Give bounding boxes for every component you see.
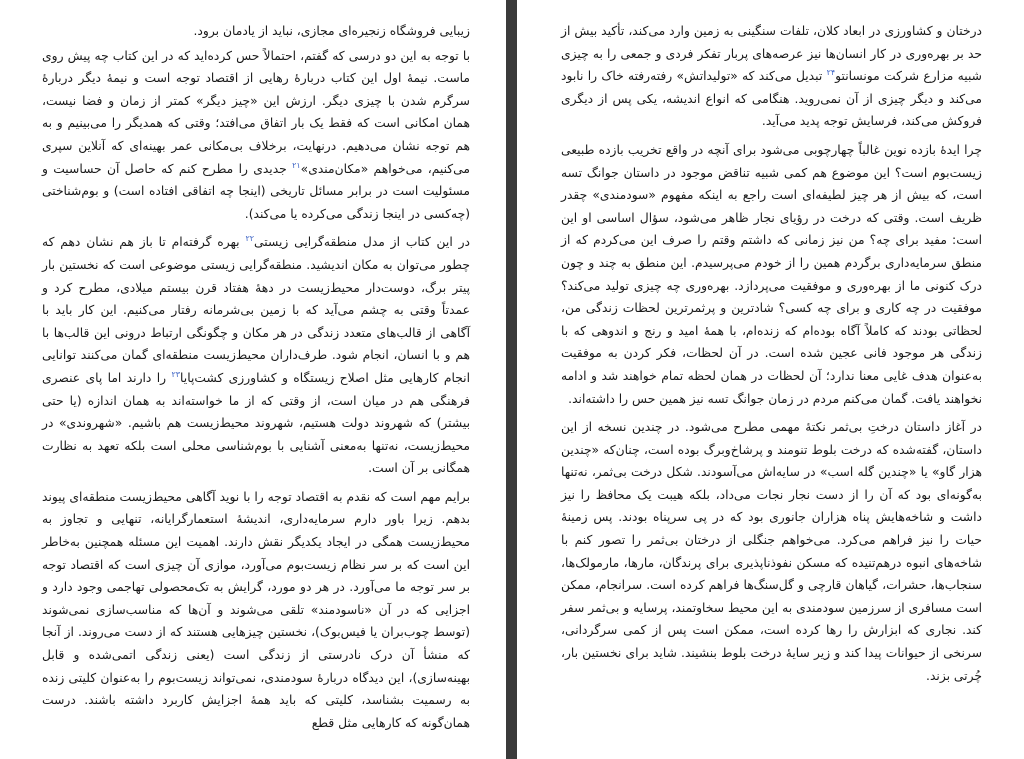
right-paragraph-2: چرا ایدهٔ بازده نوین غالباً چهارچوبی می‌شود برای آنچه در واقع تخریب بازده طبیعی زیست‌بوم است؟ این موضوع هم کمی شبیه تناقض موجود در داستان جوانگ تسه است، که بیش از هر چیز لطیفه‌ای است راجع به اینکه مفهوم «سودمندی» چقدر ظریف است. وقتی که درخت در رؤیای نجار ظاهر می‌شود، سؤال اساسی او این است: مفید برای چه؟ من نیز زمانی که داشتم وقتم را صرف این می‌کردم که از منطق سرمایه‌داری برگردم همین را از خودم می‌پرسیدم. این منطق به چند و چون درک کنونی ما از بهره‌وری و موفقیت می‌پردازد. بهره‌وری چه چیزی تولید می‌کند؟ موفقیت در چه کاری و برای چه کسی؟ شادترین و پرثمرترین لحظات زندگی من، لحظاتی بودند که کاملاً آگاه بوده‌ام که زنده‌ام، با همهٔ امید و رنج و اندوهی که با زندگی هر موجود فانی عجین شده است. در آن لحظات، فکر کردن به موفقیت به‌عنوان هدف غایی معنا ندارد؛ آن لحظات در همان لحظه تمام خواهند شد و ادامه نخواهند یافت. گمان می‌کنم مردم در زمان جوانگ تسه نیز همین حس را داشته‌اند. xyxy=(561,142,982,406)
right-paragraph-3: در آغاز داستان درختِ بی‌ثمر نکتهٔ مهمی مطرح می‌شود. در چندین نسخه از این داستان، گفته‌شده که درخت بلوط تنومند و پرشاخ‌وبرگ بوده است، چنان‌که «چندین هزار گاو» یا «چندین گله اسب» در سایه‌اش می‌آسودند. شکل درخت بی‌ثمر، نه‌تنها به‌گونه‌ای بود که آن را از دست نجار نجات می‌داد، بلکه هیبت یک محافظ را نیز داشت و شاخه‌هایش پناه هزاران جانوری بود که در پی سرپناه بودند. پس زمینهٔ حیات را نیز فراهم می‌کرد. می‌خواهم جنگلی از درختان بی‌ثمر را تصور کنم با شاخه‌های انبوه درهم‌تنیده که مسکن نفوذناپذیری برای پرندگان، مارها، مارمولک‌ها، سنجاب‌ها، حشرات، گیاهان قارچی و گل‌سنگ‌ها فراهم کرده است. سرانجام، ممکن است مسافری از سرزمین سودمندی به این محیط سخاوتمند، پرسایه و بی‌ثمر سفر کند. نجاری که ابزارش را رها کرده است، ممکن است پس از کمی سرگردانی، سرنخی از حیوانات پیدا کند و زیر سایهٔ درخت بلوط بنشیند. شاید برای نخستین بار، چُرتی بزند. xyxy=(561,420,982,683)
right-page xyxy=(517,0,1024,759)
left-paragraph-3: در این کتاب از مدل منطقه‌گرایی زیستی$^{۲۲}$ بهره گرفته‌ام تا باز هم نشان دهم که چطور می‌توان به مکان اندیشید. منطقه‌گرایی زیستی موضوعی است که نخستین بار پیتر برگ، دوست‌دار محیط‌زیست در دههٔ هفتاد قرن بیستم میلادی، مطرح کرد و عمدتاً وقتی به چشم می‌آید که با زمین بی‌شرمانه رفتار می‌کنیم. این کار باید با آگاهی از قالب‌های متعدد زندگی در هر مکان و چگونگی ارتباط درونی این قالب‌ها با هم و با انسان، انجام شود. طرف‌داران محیط‌زیست منطقه‌ای گمان می‌کنند توانایی انجام کارهایی مثل اصلاح زیستگاه و کشاورزی کشت‌پایا$^{۲۳}$ را دارند اما پای عنصری فرهنگی هم در میان است، از وقتی که از ما خواسته‌اند به همان اندازه (یا حتی بیشتر) که شهروند دولت هستیم، شهروند محیط‌زیست هم باشیم. «شهروندی» در محیط‌زیست، نه‌تنها به‌معنی آشنایی با بوم‌شناسی محلی است بلکه تعهد به نظارت همگانی بر آن است. xyxy=(42,234,470,476)
left-paragraph-4: برایم مهم است که نقدم به اقتصاد توجه را با نوید آگاهی محیط‌زیست منطقه‌ای پیوند بدهم. زیرا باور دارم سرمایه‌داری، اندیشهٔ استعمارگرایانه، تنهایی و تجاوز به محیط‌زیست همگی در ایجاد یکدیگر نقش دارند. اهمیت این مسئله همچنین به‌خاطر این است که بر سر نظام زیست‌بوم می‌آورد، موازی آن چیزی است که اقتصاد توجه بر سر توجه ما می‌آورد. در هر دو مورد، گرایش به تک‌محصولی تهاجمی وجود دارد و اجزایی که در آن «ناسودمند» تلقی می‌شوند و آن‌ها که مناسب‌سازی نمی‌شوند (توسط چوب‌بران یا فیس‌بوک)، نخستین چیزهایی هستند که از دست می‌روند. از آنجا که منشأ آن درک نادرستی از زندگی است (یعنی زندگی اتمی‌شده و قابل بهینه‌سازی)، این دیدگاه دربارهٔ سودمندی، نمی‌تواند زیست‌بوم را به‌عنوان کلیتی زنده به رسمیت بشناسد، کلیتی که باید همهٔ اجزایش کاربرد داشته باشند. درست همان‌گونه که کارهایی مثل قطع xyxy=(42,489,470,730)
footnote-marker[interactable]: ۲۳ xyxy=(171,369,181,379)
right-paragraph-1: درختان و کشاورزی در ابعاد کلان، تلفات سنگینی به زمین وارد می‌کند، تأکید بیش از حد بر بهره‌وری در کار انسان‌ها نیز عرصه‌های پربار تفکر فردی و جمعی را به چیزی شبیه مزارع شرکت مونسانتو$^{۲۴}$ تبدیل می‌کند که «تولیداتش» رفته‌رفته خاک را نابود می‌کند و دیگر چیزی از آن نمی‌روید. هنگامی که انواع اندیشه، یکی پس از دیگری فروکش می‌کند، فرسایش توجه پدید می‌آید. xyxy=(561,24,982,129)
footnote-marker[interactable]: ۲۱ xyxy=(292,160,301,170)
page-gutter xyxy=(506,0,517,759)
left-paragraph-2: با توجه به این دو درسی که گفتم، احتمالاً حس کرده‌اید که در این کتاب چه پیش روی ماست. نیمهٔ اول این کتاب دربارهٔ رهایی از اقتصاد توجه است و نیمهٔ دیگر دربارهٔ سرگرم شدن با چیزی دیگر. ارزش این «چیز دیگر» کمتر از زمان و فضا نیست، همان امکانی است که فقط یک بار اتفاق می‌افتد؛ وقتی که همدیگر را می‌بینیم و به هم توجه نشان می‌دهیم. درنهایت، برخلاف بی‌مکانی عمر بهینه‌ای که آنلاین سپری می‌کنیم، می‌خواهم «مکان‌مندی»$^{۲۱}$ جدیدی را مطرح کنم که حاصل آن حساسیت و مسئولیت است در برابر مسائل تاریخی (اینجا چه اتفاقی افتاده است) و بوم‌شناختی (چه‌کسی در اینجا زندگی می‌کرده یا می‌کند). xyxy=(42,48,470,221)
footnote-marker[interactable]: ۲۲ xyxy=(245,234,255,244)
left-paragraph-1: زیبایی فروشگاه زنجیره‌ای مجازی، نباید از یادمان برود. xyxy=(193,24,470,38)
footnote-marker[interactable]: ۲۴ xyxy=(826,68,836,78)
left-page xyxy=(0,0,506,759)
